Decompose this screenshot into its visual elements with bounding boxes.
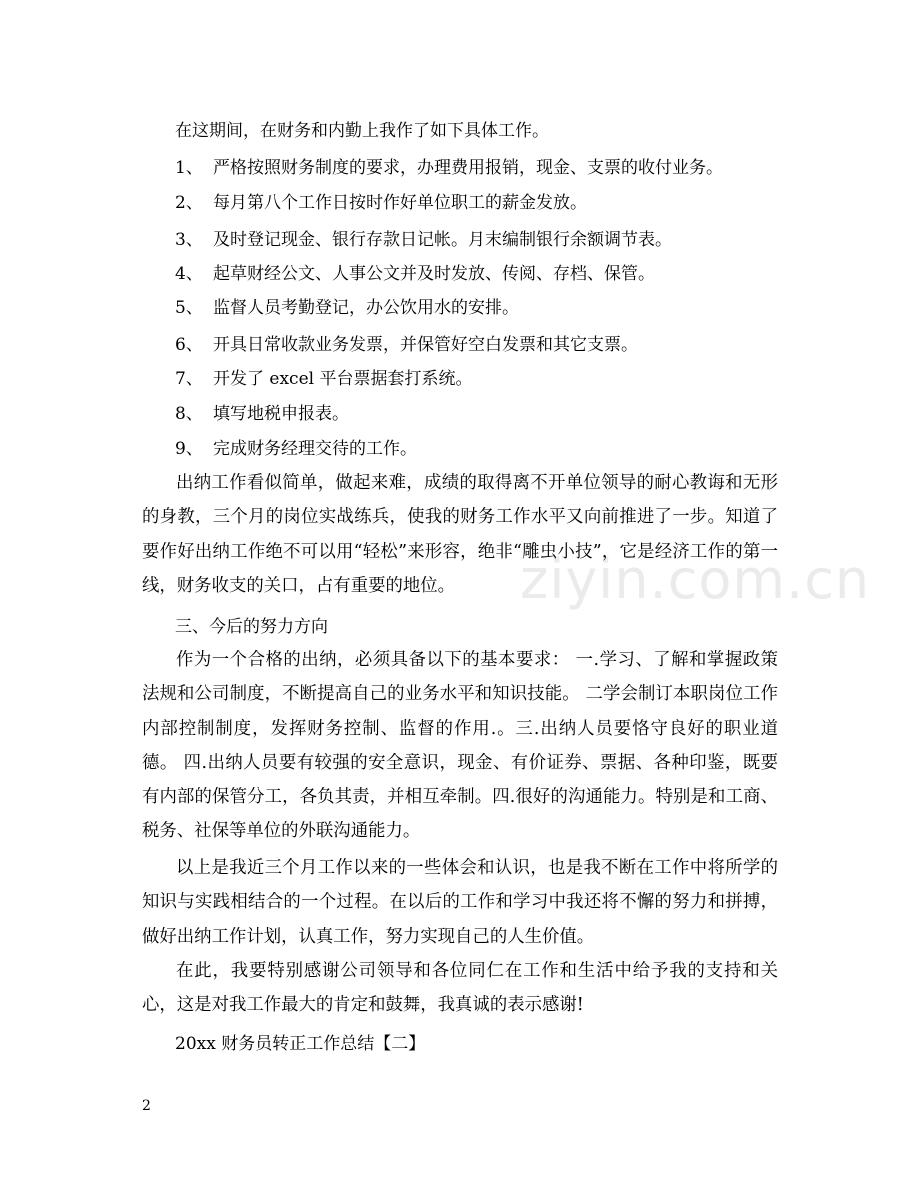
list-item-text: 开发了 excel 平台票据套打系统。 [213,369,473,389]
list-item-text: 起草财经公文、人事公文并及时发放、传阅、存档、保管。 [213,264,655,284]
list-item-text: 严格按照财务制度的要求，办理费用报销，现金、支票的收付业务。 [213,158,723,178]
list-item-text: 开具日常收款业务发票，并保管好空白发票和其它支票。 [213,335,638,355]
paragraph-thanks: 在此，我要特别感谢公司领导和各位同仁在工作和生活中给予我的支持和关心，这是对我工作最大的肯定和鼓舞，我真诚的表示感谢! [142,961,778,1016]
paragraph-requirements: 作为一个合格的出纳，必须具备以下的基本要求： 一.学习、了解和掌握政策法规和公司制度，不断提高自己的业务水平和知识技能。 二学会制订本职岗位工作内部控制制度，发挥财务控制、监督的作用.。三.出纳人员要恪守良好的职业道德。 四.出纳人员要有较强的安全意识，现金、有价证券、票据、各种印鉴，既要有内部的保管分工，各负其责，并相互牵制。四.很好的沟通能力。特别是和工商、税务、社保等单位的外联沟通能力。 [142,650,778,842]
list-item-number: 5、 [175,298,203,318]
list-item-text: 及时登记现金、银行存款日记帐。月末编制银行余额调节表。 [213,230,672,250]
list-item [175,264,655,284]
list-item [175,335,638,355]
intro-line: 在这期间，在财务和内勤上我作了如下具体工作。 [175,121,549,141]
list-item-text: 完成财务经理交待的工作。 [213,439,417,459]
list-item [175,369,472,389]
list-item-text: 每月第八个工作日按时作好单位职工的薪金发放。 [213,193,587,213]
next-section-title: 20xx 财务员转正工作总结【二】 [175,1034,426,1054]
list-item-number: 8、 [175,404,203,424]
watermark: ziyin.com.cn [520,548,871,611]
list-item [175,298,519,318]
list-item-number: 1、 [175,158,203,178]
paragraph-cashier-work: 出纳工作看似简单，做起来难，成绩的取得离不开单位领导的耐心教诲和无形的身教，三个月的岗位实战练兵，使我的财务工作水平又向前推进了一步。知道了要作好出纳工作绝不可以用“轻松”来形容，绝非“雕虫小技”，它是经济工作的第一线，财务收支的关口，占有重要的地位。 [142,473,778,596]
page-number: 2 [142,1098,151,1114]
list-item-number: 2、 [175,193,203,213]
list-item-number: 7、 [175,369,203,389]
section-heading: 三、今后的努力方向 [175,617,328,637]
paragraph-summary: 以上是我近三个月工作以来的一些体会和认识，也是我不断在工作中将所学的知识与实践相结合的一个过程。在以后的工作和学习中我还将不懈的努力和拼搏，做好出纳工作计划，认真工作，努力实现自己的人生价值。 [142,858,778,947]
list-item [175,193,587,213]
list-item-number: 4、 [175,264,203,284]
list-item [175,158,723,178]
list-item-number: 9、 [175,439,203,459]
list-item-text: 监督人员考勤登记，办公饮用水的安排。 [213,298,519,318]
list-item [175,230,672,250]
list-item [175,404,349,424]
list-item [175,439,417,459]
list-item-number: 6、 [175,335,203,355]
list-item-number: 3、 [175,230,203,250]
list-item-text: 填写地税申报表。 [213,404,349,424]
